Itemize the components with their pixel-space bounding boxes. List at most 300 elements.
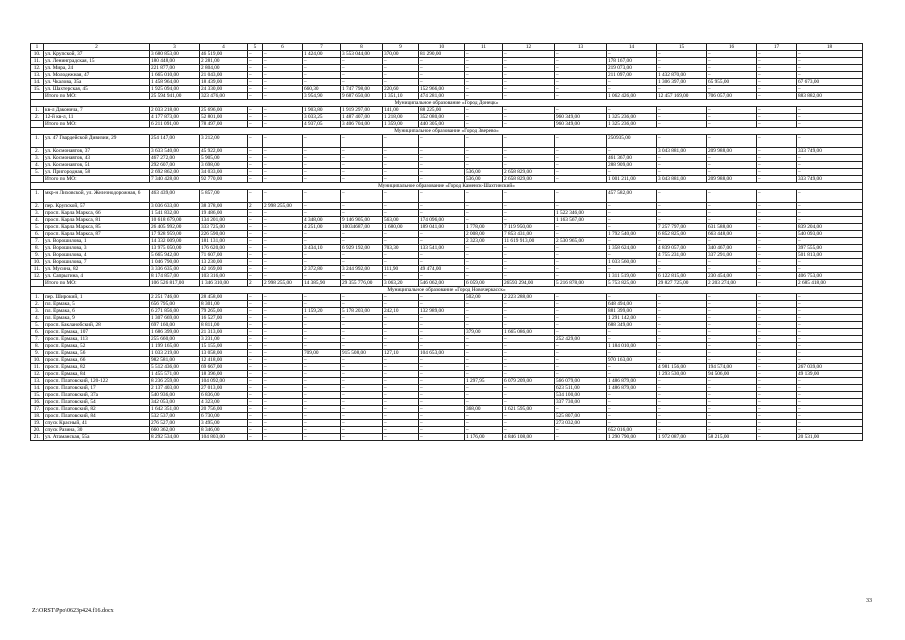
value-cell: 104 803,00: [200, 434, 248, 441]
value-cell: 4 839 057,00: [657, 245, 707, 252]
row-number: 15.: [31, 392, 44, 399]
value-cell: –: [503, 245, 555, 252]
value-cell: –: [757, 238, 797, 245]
value-cell: –: [757, 93, 797, 100]
value-cell: –: [383, 378, 419, 385]
value-cell: –: [707, 210, 757, 217]
row-number: 4.: [31, 162, 44, 169]
value-cell: –: [657, 315, 707, 322]
row-number: 21.: [31, 434, 44, 441]
value-cell: –: [607, 210, 657, 217]
table-row: [31, 203, 863, 210]
value-cell: 134 201,00: [200, 217, 248, 224]
value-cell: 623 511,00: [555, 385, 607, 392]
value-cell: –: [555, 190, 607, 203]
row-number: 8.: [31, 343, 44, 350]
value-cell: –: [419, 203, 465, 210]
value-cell: –: [303, 162, 341, 169]
value-cell: 1 792 540,00: [607, 231, 657, 238]
value-cell: 25 594 941,00: [150, 93, 200, 100]
value-cell: –: [419, 273, 465, 280]
value-cell: –: [419, 155, 465, 162]
value-cell: 1 621 595,00: [503, 406, 555, 413]
value-cell: –: [757, 434, 797, 441]
value-cell: –: [303, 190, 341, 203]
value-cell: –: [757, 392, 797, 399]
value-cell: –: [657, 420, 707, 427]
value-cell: –: [797, 135, 863, 148]
value-cell: –: [465, 135, 503, 148]
value-cell: –: [263, 420, 303, 427]
value-cell: 2 685 418,00: [797, 280, 863, 287]
value-cell: 2 658 829,00: [503, 176, 555, 183]
value-cell: –: [263, 371, 303, 378]
value-cell: 21 313,00: [200, 329, 248, 336]
table-row: [31, 378, 863, 385]
value-cell: –: [341, 371, 383, 378]
address-cell: ул. Ворошилова, 4: [44, 252, 150, 259]
value-cell: –: [555, 308, 607, 315]
value-cell: –: [419, 413, 465, 420]
value-cell: –: [303, 238, 341, 245]
value-cell: –: [263, 357, 303, 364]
value-cell: –: [465, 371, 503, 378]
value-cell: –: [383, 343, 419, 350]
address-cell: ул. Мусина, 82: [44, 266, 150, 273]
value-cell: 2 281,00: [200, 58, 248, 65]
value-cell: 6 730,00: [200, 413, 248, 420]
value-cell: –: [465, 392, 503, 399]
value-cell: –: [341, 322, 383, 329]
value-cell: –: [248, 392, 263, 399]
value-cell: –: [383, 148, 419, 155]
value-cell: 1 311 519,00: [607, 273, 657, 280]
value-cell: –: [657, 169, 707, 176]
value-cell: 1 358 624,00: [607, 245, 657, 252]
value-cell: –: [797, 65, 863, 72]
value-cell: –: [465, 385, 503, 392]
value-cell: 323 476,00: [200, 93, 248, 100]
value-cell: –: [383, 238, 419, 245]
table-row: [31, 72, 863, 79]
value-cell: –: [383, 315, 419, 322]
value-cell: 5 216 878,00: [555, 280, 607, 287]
value-cell: –: [383, 336, 419, 343]
value-cell: –: [419, 427, 465, 434]
value-cell: –: [341, 343, 383, 350]
value-cell: –: [797, 162, 863, 169]
table-row: [31, 322, 863, 329]
section-heading-row: [31, 128, 863, 135]
value-cell: 563,00: [383, 217, 419, 224]
value-cell: 1 432 870,00: [657, 72, 707, 79]
value-cell: 88 225,00: [419, 107, 465, 114]
column-number: 9: [383, 44, 419, 51]
value-cell: –: [657, 357, 707, 364]
value-cell: 1 033 560,00: [607, 259, 657, 266]
value-cell: –: [263, 336, 303, 343]
value-cell: –: [707, 121, 757, 128]
value-cell: –: [383, 420, 419, 427]
value-cell: –: [607, 169, 657, 176]
value-cell: 221 877,00: [150, 65, 200, 72]
value-cell: –: [657, 322, 707, 329]
value-cell: –: [757, 72, 797, 79]
value-cell: 65 955,00: [707, 79, 757, 86]
table-row: [31, 245, 863, 252]
value-cell: –: [707, 308, 757, 315]
value-cell: –: [503, 322, 555, 329]
value-cell: 14 332 009,00: [150, 238, 200, 245]
value-cell: –: [503, 266, 555, 273]
value-cell: –: [383, 322, 419, 329]
value-cell: 440 305,00: [419, 121, 465, 128]
table-row: [31, 155, 863, 162]
section-heading: Муниципальное образование «Город Новочеркасск»: [31, 287, 863, 294]
value-cell: –: [263, 217, 303, 224]
value-cell: –: [303, 203, 341, 210]
value-cell: –: [757, 399, 797, 406]
value-cell: 3 954,90: [303, 93, 341, 100]
value-cell: 20 531,00: [797, 434, 863, 441]
value-cell: –: [263, 413, 303, 420]
value-cell: 2 804,00: [200, 65, 248, 72]
value-cell: –: [607, 336, 657, 343]
value-cell: –: [503, 121, 555, 128]
value-cell: –: [757, 364, 797, 371]
value-cell: –: [248, 273, 263, 280]
value-cell: –: [303, 231, 341, 238]
address-cell: ул. Космонавтов, 37: [44, 148, 150, 155]
value-cell: –: [503, 336, 555, 343]
table-row: [31, 273, 863, 280]
value-cell: –: [263, 135, 303, 148]
value-cell: 463 439,00: [150, 190, 200, 203]
value-cell: –: [657, 406, 707, 413]
value-cell: –: [303, 294, 341, 301]
value-cell: 2: [248, 280, 263, 287]
value-cell: –: [341, 148, 383, 155]
value-cell: –: [757, 259, 797, 266]
value-cell: –: [657, 51, 707, 58]
value-cell: 1 522 346,00: [555, 210, 607, 217]
value-cell: 220,60: [383, 86, 419, 93]
value-cell: –: [248, 176, 263, 183]
value-cell: –: [419, 169, 465, 176]
value-cell: 49 139,00: [797, 371, 863, 378]
value-cell: 17 928 959,00: [150, 231, 200, 238]
value-cell: –: [263, 93, 303, 100]
value-cell: –: [341, 162, 383, 169]
value-cell: –: [263, 364, 303, 371]
value-cell: –: [248, 350, 263, 357]
column-number: 4: [200, 44, 248, 51]
value-cell: 226 590,00: [200, 231, 248, 238]
value-cell: –: [657, 238, 707, 245]
value-cell: –: [303, 385, 341, 392]
value-cell: –: [248, 378, 263, 385]
row-number: 8.: [31, 245, 44, 252]
column-number: 10: [419, 44, 465, 51]
value-cell: –: [263, 294, 303, 301]
value-cell: –: [707, 329, 757, 336]
value-cell: –: [465, 266, 503, 273]
address-cell: Итого по МО:: [44, 280, 150, 287]
row-number: 1.: [31, 294, 44, 301]
value-cell: –: [707, 259, 757, 266]
value-cell: –: [657, 190, 707, 203]
value-cell: –: [303, 176, 341, 183]
address-cell: пл. Ермака, 6: [44, 308, 150, 315]
value-cell: –: [757, 114, 797, 121]
value-cell: –: [383, 252, 419, 259]
value-cell: –: [555, 155, 607, 162]
value-cell: –: [757, 203, 797, 210]
value-cell: –: [797, 308, 863, 315]
value-cell: 3 553 044,00: [341, 51, 383, 58]
value-cell: –: [303, 148, 341, 155]
value-cell: 132 989,00: [419, 308, 465, 315]
value-cell: –: [303, 79, 341, 86]
value-cell: 2 998 255,00: [263, 203, 303, 210]
value-cell: –: [757, 217, 797, 224]
value-cell: –: [465, 308, 503, 315]
address-cell: Итого по МО:: [44, 121, 150, 128]
row-number: 13.: [31, 72, 44, 79]
value-cell: –: [419, 58, 465, 65]
value-cell: 5 753 825,00: [607, 280, 657, 287]
value-cell: –: [341, 238, 383, 245]
address-cell: просп. Платовский, 54: [44, 399, 150, 406]
value-cell: –: [465, 148, 503, 155]
section-heading-row: [31, 287, 863, 294]
value-cell: –: [797, 51, 863, 58]
value-cell: –: [707, 385, 757, 392]
value-cell: –: [465, 114, 503, 121]
value-cell: –: [383, 301, 419, 308]
value-cell: –: [383, 294, 419, 301]
value-cell: –: [341, 72, 383, 79]
value-cell: 1 778,00: [465, 224, 503, 231]
value-cell: –: [657, 114, 707, 121]
value-cell: –: [465, 364, 503, 371]
value-cell: –: [383, 399, 419, 406]
value-cell: –: [757, 371, 797, 378]
value-cell: –: [797, 86, 863, 93]
value-cell: –: [303, 135, 341, 148]
value-cell: 1 325 236,00: [607, 114, 657, 121]
value-cell: –: [707, 336, 757, 343]
value-cell: –: [555, 315, 607, 322]
value-cell: –: [341, 135, 383, 148]
value-cell: –: [503, 273, 555, 280]
value-cell: 4 348,00: [303, 217, 341, 224]
value-cell: –: [555, 135, 607, 148]
table-row: [31, 86, 863, 93]
value-cell: 38 378,00: [200, 203, 248, 210]
table-row: [31, 231, 863, 238]
value-cell: –: [263, 231, 303, 238]
value-cell: 474 281,00: [419, 93, 465, 100]
table-row: [31, 392, 863, 399]
value-cell: 2 323,00: [465, 238, 503, 245]
value-cell: –: [555, 273, 607, 280]
value-cell: –: [607, 148, 657, 155]
value-cell: –: [657, 294, 707, 301]
value-cell: –: [797, 210, 863, 217]
value-cell: 9 687 650,00: [341, 93, 383, 100]
value-cell: 663 448,00: [707, 231, 757, 238]
value-cell: 566 079,00: [555, 378, 607, 385]
value-cell: –: [248, 413, 263, 420]
value-cell: –: [419, 148, 465, 155]
value-cell: –: [248, 65, 263, 72]
value-cell: –: [503, 217, 555, 224]
address-cell: просп. Платовский, 17: [44, 385, 150, 392]
column-number: 18: [797, 44, 863, 51]
value-cell: –: [555, 266, 607, 273]
value-cell: –: [263, 162, 303, 169]
value-cell: –: [341, 65, 383, 72]
value-cell: –: [797, 399, 863, 406]
value-cell: –: [341, 273, 383, 280]
value-cell: –: [465, 72, 503, 79]
value-cell: –: [248, 148, 263, 155]
value-cell: 536,00: [465, 169, 503, 176]
value-cell: –: [555, 107, 607, 114]
value-cell: –: [248, 308, 263, 315]
value-cell: –: [303, 72, 341, 79]
value-cell: 67 673,00: [797, 79, 863, 86]
value-cell: –: [248, 121, 263, 128]
value-cell: 1 176,00: [465, 434, 503, 441]
value-cell: 255 660,00: [150, 336, 200, 343]
value-cell: 1 293 530,00: [657, 371, 707, 378]
value-cell: –: [707, 357, 757, 364]
address-cell: пер. Широкий, 1: [44, 294, 150, 301]
value-cell: –: [607, 266, 657, 273]
value-cell: –: [757, 58, 797, 65]
value-cell: –: [657, 107, 707, 114]
value-cell: –: [383, 65, 419, 72]
value-cell: 525 807,00: [555, 413, 607, 420]
value-cell: 92 770,00: [200, 176, 248, 183]
row-number: 1.: [31, 135, 44, 148]
value-cell: 1 680,00: [383, 224, 419, 231]
value-cell: 81 290,00: [419, 51, 465, 58]
value-cell: –: [607, 238, 657, 245]
value-cell: 3 336 635,00: [150, 266, 200, 273]
value-cell: –: [465, 107, 503, 114]
table-row: [31, 315, 863, 322]
value-cell: 94 506,00: [707, 371, 757, 378]
value-cell: –: [555, 231, 607, 238]
value-cell: –: [503, 114, 555, 121]
value-cell: 2 372,80: [303, 266, 341, 273]
column-number-row: [31, 44, 863, 51]
value-cell: 5 857,00: [200, 190, 248, 203]
repair-cost-table: [30, 43, 863, 441]
value-cell: 1 351,10: [383, 93, 419, 100]
value-cell: 9 146 905,00: [341, 217, 383, 224]
value-cell: –: [707, 420, 757, 427]
value-cell: –: [555, 58, 607, 65]
value-cell: –: [341, 420, 383, 427]
section-heading: Муниципальное образование «Город Донецк»: [31, 100, 863, 107]
value-cell: –: [419, 231, 465, 238]
value-cell: –: [263, 224, 303, 231]
value-cell: –: [707, 427, 757, 434]
value-cell: –: [341, 315, 383, 322]
value-cell: –: [263, 378, 303, 385]
value-cell: 1 686 399,00: [150, 329, 200, 336]
value-cell: 15 155,00: [200, 343, 248, 350]
value-cell: –: [248, 238, 263, 245]
value-cell: –: [555, 350, 607, 357]
value-cell: –: [707, 301, 757, 308]
value-cell: –: [797, 427, 863, 434]
value-cell: 1 291 142,00: [607, 315, 657, 322]
value-cell: 1 925 094,00: [150, 86, 200, 93]
value-cell: –: [657, 162, 707, 169]
value-cell: –: [263, 301, 303, 308]
value-cell: –: [248, 364, 263, 371]
value-cell: 34 033,00: [200, 169, 248, 176]
value-cell: –: [383, 259, 419, 266]
value-cell: –: [465, 58, 503, 65]
address-cell: просп. Платовский, 84: [44, 413, 150, 420]
value-cell: –: [797, 329, 863, 336]
value-cell: 970 163,00: [607, 357, 657, 364]
value-cell: –: [419, 176, 465, 183]
value-cell: 546 062,00: [419, 280, 465, 287]
value-cell: 180 448,00: [150, 58, 200, 65]
value-cell: 12 457 169,00: [657, 93, 707, 100]
value-cell: –: [503, 413, 555, 420]
column-number: 1: [31, 44, 44, 51]
address-cell: пер. Крупской, 57: [44, 203, 150, 210]
value-cell: –: [303, 301, 341, 308]
value-cell: –: [757, 155, 797, 162]
row-number: 11.: [31, 266, 44, 273]
table-row: [31, 343, 863, 350]
value-cell: 2 203 274,00: [707, 280, 757, 287]
value-cell: –: [465, 252, 503, 259]
value-cell: –: [341, 169, 383, 176]
value-cell: –: [383, 155, 419, 162]
value-cell: 1 972 087,00: [657, 434, 707, 441]
value-cell: –: [419, 385, 465, 392]
value-cell: –: [419, 322, 465, 329]
value-cell: 273 032,00: [555, 420, 607, 427]
address-cell: просп. Ермака, 113: [44, 336, 150, 343]
value-cell: –: [341, 259, 383, 266]
value-cell: –: [797, 58, 863, 65]
value-cell: –: [707, 107, 757, 114]
value-cell: –: [797, 217, 863, 224]
value-cell: –: [555, 371, 607, 378]
value-cell: –: [465, 51, 503, 58]
value-cell: –: [707, 413, 757, 420]
value-cell: 13 058,00: [200, 350, 248, 357]
value-cell: –: [383, 329, 419, 336]
address-cell: просп. Ермака, 52: [44, 343, 150, 350]
value-cell: –: [383, 162, 419, 169]
column-number: 17: [757, 44, 797, 51]
address-cell: мкр-н Лиховской, ул. Железнодорожная, 6: [44, 190, 150, 203]
value-cell: –: [555, 162, 607, 169]
value-cell: 1 307 669,00: [150, 315, 200, 322]
